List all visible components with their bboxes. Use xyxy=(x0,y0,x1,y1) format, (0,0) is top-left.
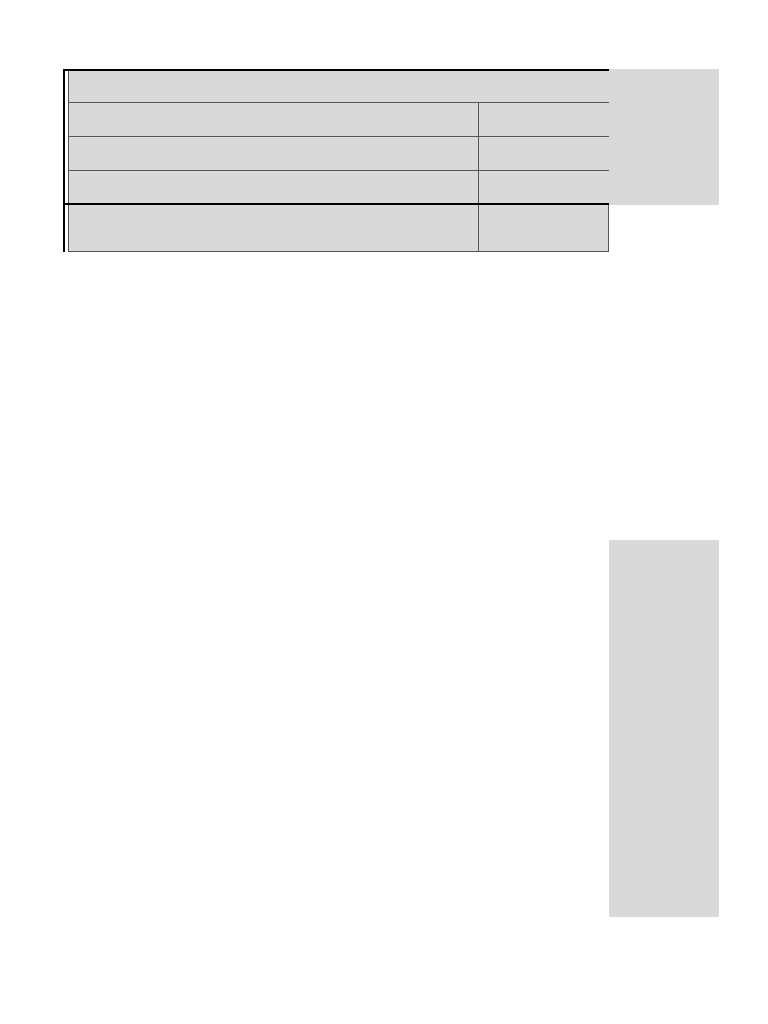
lagging-grey-extension xyxy=(609,540,719,917)
header-row-hse xyxy=(63,171,609,205)
rig-manager-cell[interactable] xyxy=(68,137,479,171)
month-cell[interactable] xyxy=(68,103,479,137)
rig-supt-cell[interactable] xyxy=(479,171,609,203)
header-row-manager xyxy=(63,137,609,171)
well-cell[interactable] xyxy=(479,137,609,171)
title-row xyxy=(63,69,609,103)
personnel-column-header[interactable] xyxy=(479,205,609,252)
manhours-header-row xyxy=(63,205,609,252)
hse-advisor-cell[interactable] xyxy=(68,171,479,203)
rig-cell[interactable] xyxy=(479,103,609,137)
title-cell[interactable] xyxy=(68,71,609,103)
manhours-title[interactable] xyxy=(68,205,479,252)
header-row-month xyxy=(63,103,609,137)
header-grey-extension xyxy=(609,69,719,205)
